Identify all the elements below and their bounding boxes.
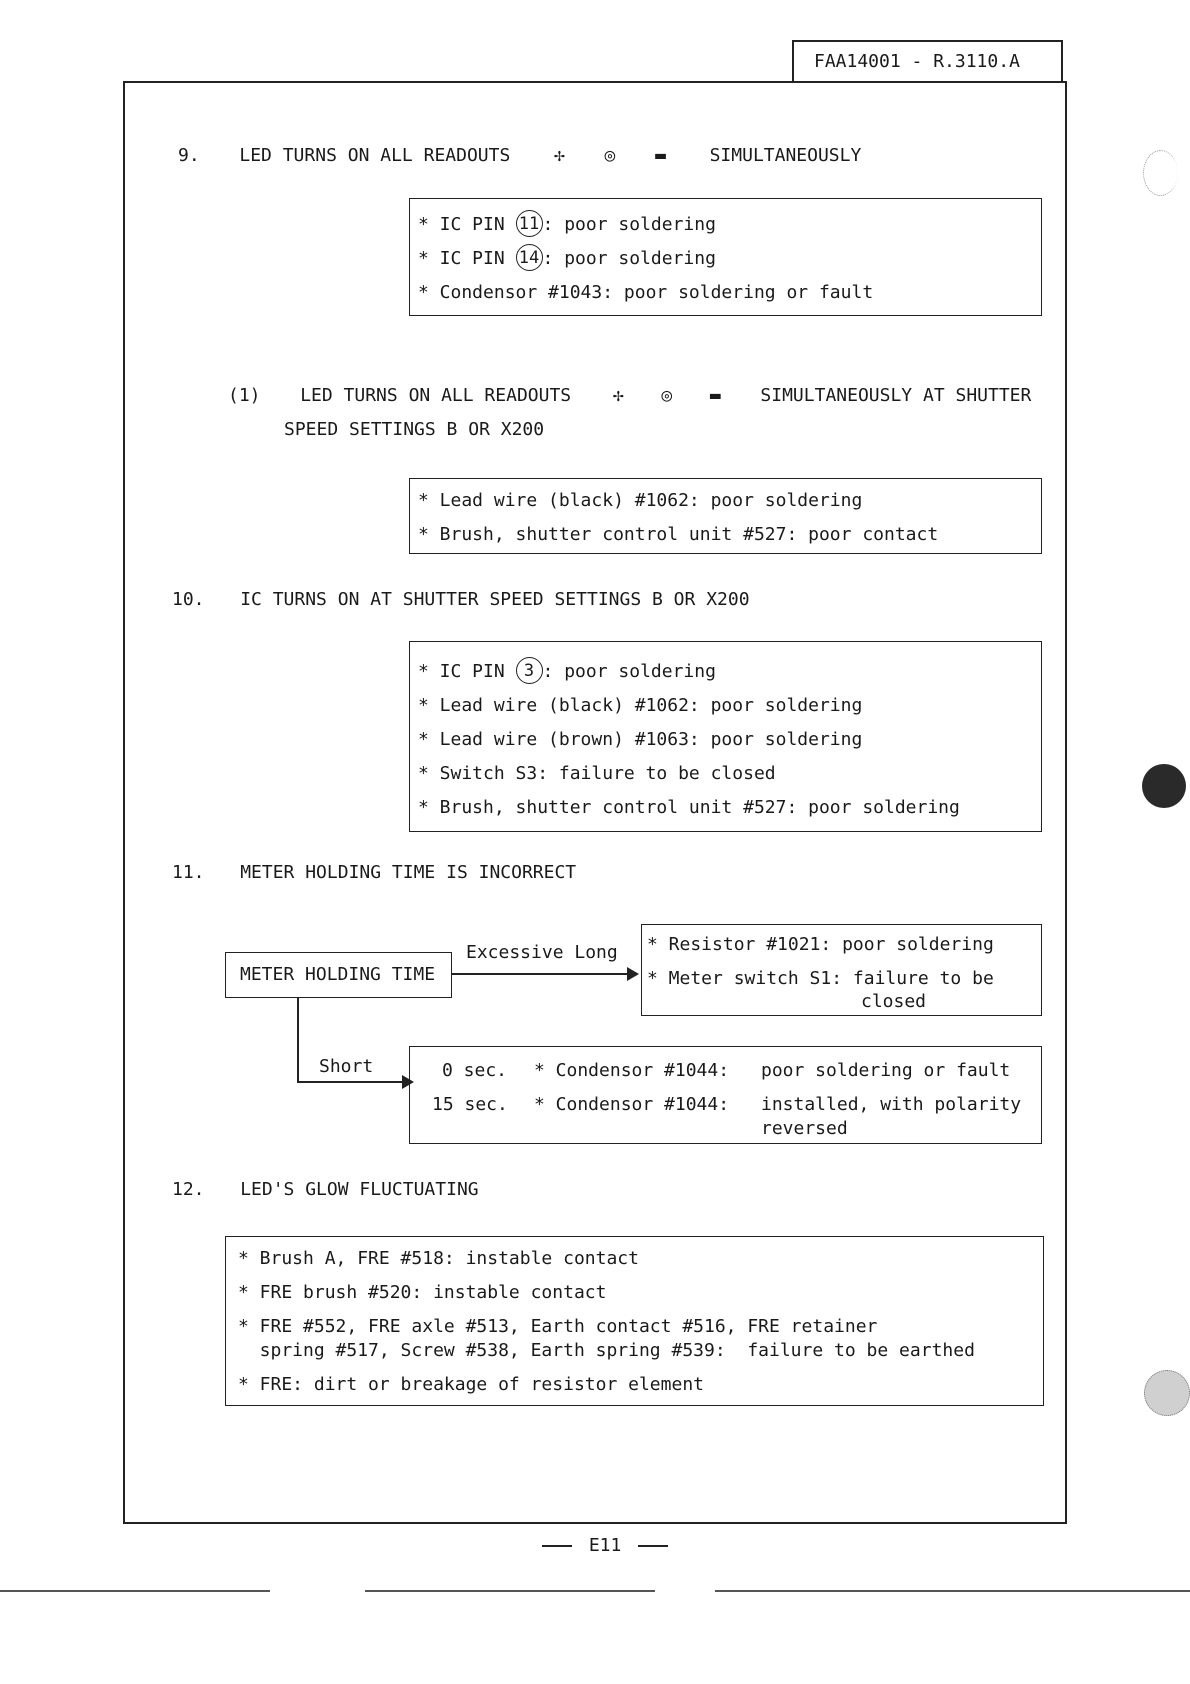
double-circle-symbol-icon: ◎: [661, 385, 673, 406]
binder-hole: [1142, 764, 1186, 808]
part-label: * Condensor #1044:: [534, 1060, 730, 1081]
section-9-1-heading-line2: SPEED SETTINGS B OR X200: [284, 419, 545, 440]
arrow-head-icon: [627, 967, 639, 981]
cause-item: * Brush, shutter control unit #527: poor soldering: [418, 797, 960, 818]
cause-item: * Condensor #1043: poor soldering or fault: [418, 282, 874, 303]
scan-edge-line: [365, 1590, 655, 1592]
meter-holding-time-box: [225, 952, 452, 998]
bar-symbol-icon: ▬: [655, 145, 666, 166]
long-arrow-line: [452, 973, 632, 975]
page-number-footer: [542, 1535, 668, 1556]
section-10-heading: [172, 588, 750, 612]
cause-item: * Lead wire (brown) #1063: poor soldering: [418, 729, 863, 750]
binder-hole: [1144, 1370, 1190, 1416]
cause-item-continued: spring #517, Screw #538, Earth spring #539: failure to be earthed: [238, 1340, 975, 1361]
cause-item: * IC PIN 14 : poor soldering: [418, 247, 716, 271]
section-suffix: SIMULTANEOUSLY AT SHUTTER: [760, 385, 1032, 406]
document-id: FAA14001 - R.3110.A: [814, 51, 1020, 72]
diagram-label: METER HOLDING TIME: [240, 964, 436, 985]
section-10-causes-box: [409, 641, 1042, 832]
cause-item: * FRE #552, FRE axle #513, Earth contact #516, FRE retainer: [238, 1316, 878, 1337]
excessive-long-causes-box: [641, 924, 1042, 1016]
section-number: 10.: [172, 589, 205, 610]
time-value: 15 sec.: [432, 1094, 508, 1115]
cause-item: * FRE brush #520: instable contact: [238, 1282, 607, 1303]
section-11-heading: [172, 861, 576, 885]
excessive-long-label: Excessive Long: [466, 942, 618, 963]
section-number: 11.: [172, 862, 205, 883]
cause-text: poor soldering or fault: [761, 1060, 1011, 1081]
section-title: METER HOLDING TIME IS INCORRECT: [240, 862, 577, 883]
short-label: Short: [319, 1056, 374, 1077]
section-title: LED'S GLOW FLUCTUATING: [240, 1179, 479, 1200]
cause-text-continued: reversed: [761, 1118, 848, 1139]
cause-item: * Lead wire (black) #1062: poor soldering: [418, 695, 863, 716]
section-number: 9.: [178, 145, 200, 166]
section-9-causes-box: [409, 198, 1042, 316]
section-9-heading: [178, 144, 861, 168]
scan-edge-line: [715, 1590, 1190, 1592]
short-causes-box: [409, 1046, 1042, 1144]
cause-item: * Switch S3: failure to be closed: [418, 763, 776, 784]
section-number: (1): [228, 385, 261, 406]
cause-item: * FRE: dirt or breakage of resistor element: [238, 1374, 704, 1395]
binder-hole-outline: [1143, 150, 1178, 196]
section-12-causes-box: [225, 1236, 1044, 1406]
cause-item-continued: closed: [861, 991, 927, 1012]
section-suffix: SIMULTANEOUSLY: [709, 145, 862, 166]
cause-item: * IC PIN 11 : poor soldering: [418, 213, 716, 237]
cause-item: * Lead wire (black) #1062: poor soldering: [418, 490, 863, 511]
cause-item: * Meter switch S1: failure to be: [647, 968, 994, 989]
short-vertical-line: [297, 998, 299, 1082]
cause-text: installed, with polarity: [761, 1094, 1022, 1115]
section-title: LED TURNS ON ALL READOUTS: [239, 145, 511, 166]
cause-item: * Brush, shutter control unit #527: poor contact: [418, 524, 939, 545]
section-9-1-heading: [228, 384, 1031, 408]
page-number: E11: [588, 1535, 622, 1556]
section-title: LED TURNS ON ALL READOUTS: [300, 385, 572, 406]
bar-symbol-icon: ▬: [709, 385, 721, 406]
circled-pin-number: 14: [516, 244, 543, 271]
part-label: * Condensor #1044:: [534, 1094, 730, 1115]
circled-pin-number: 3: [516, 657, 543, 684]
scan-edge-line: [0, 1590, 270, 1592]
plus-symbol-icon: ✢: [612, 385, 624, 406]
cause-item: * Brush A, FRE #518: instable contact: [238, 1248, 639, 1269]
cause-item: * Resistor #1021: poor soldering: [647, 934, 994, 955]
time-value: 0 sec.: [442, 1060, 508, 1081]
section-number: 12.: [172, 1179, 205, 1200]
circled-pin-number: 11: [516, 210, 543, 237]
section-12-heading: [172, 1178, 479, 1202]
document-id-tab: [792, 40, 1063, 82]
cause-item: * IC PIN 3 : poor soldering: [418, 660, 716, 684]
short-arrow-line: [297, 1081, 406, 1083]
section-title: IC TURNS ON AT SHUTTER SPEED SETTINGS B OR X200: [240, 589, 750, 610]
plus-symbol-icon: ✢: [554, 145, 565, 166]
double-circle-symbol-icon: ◎: [604, 145, 616, 166]
section-9-1-causes-box: [409, 478, 1042, 554]
